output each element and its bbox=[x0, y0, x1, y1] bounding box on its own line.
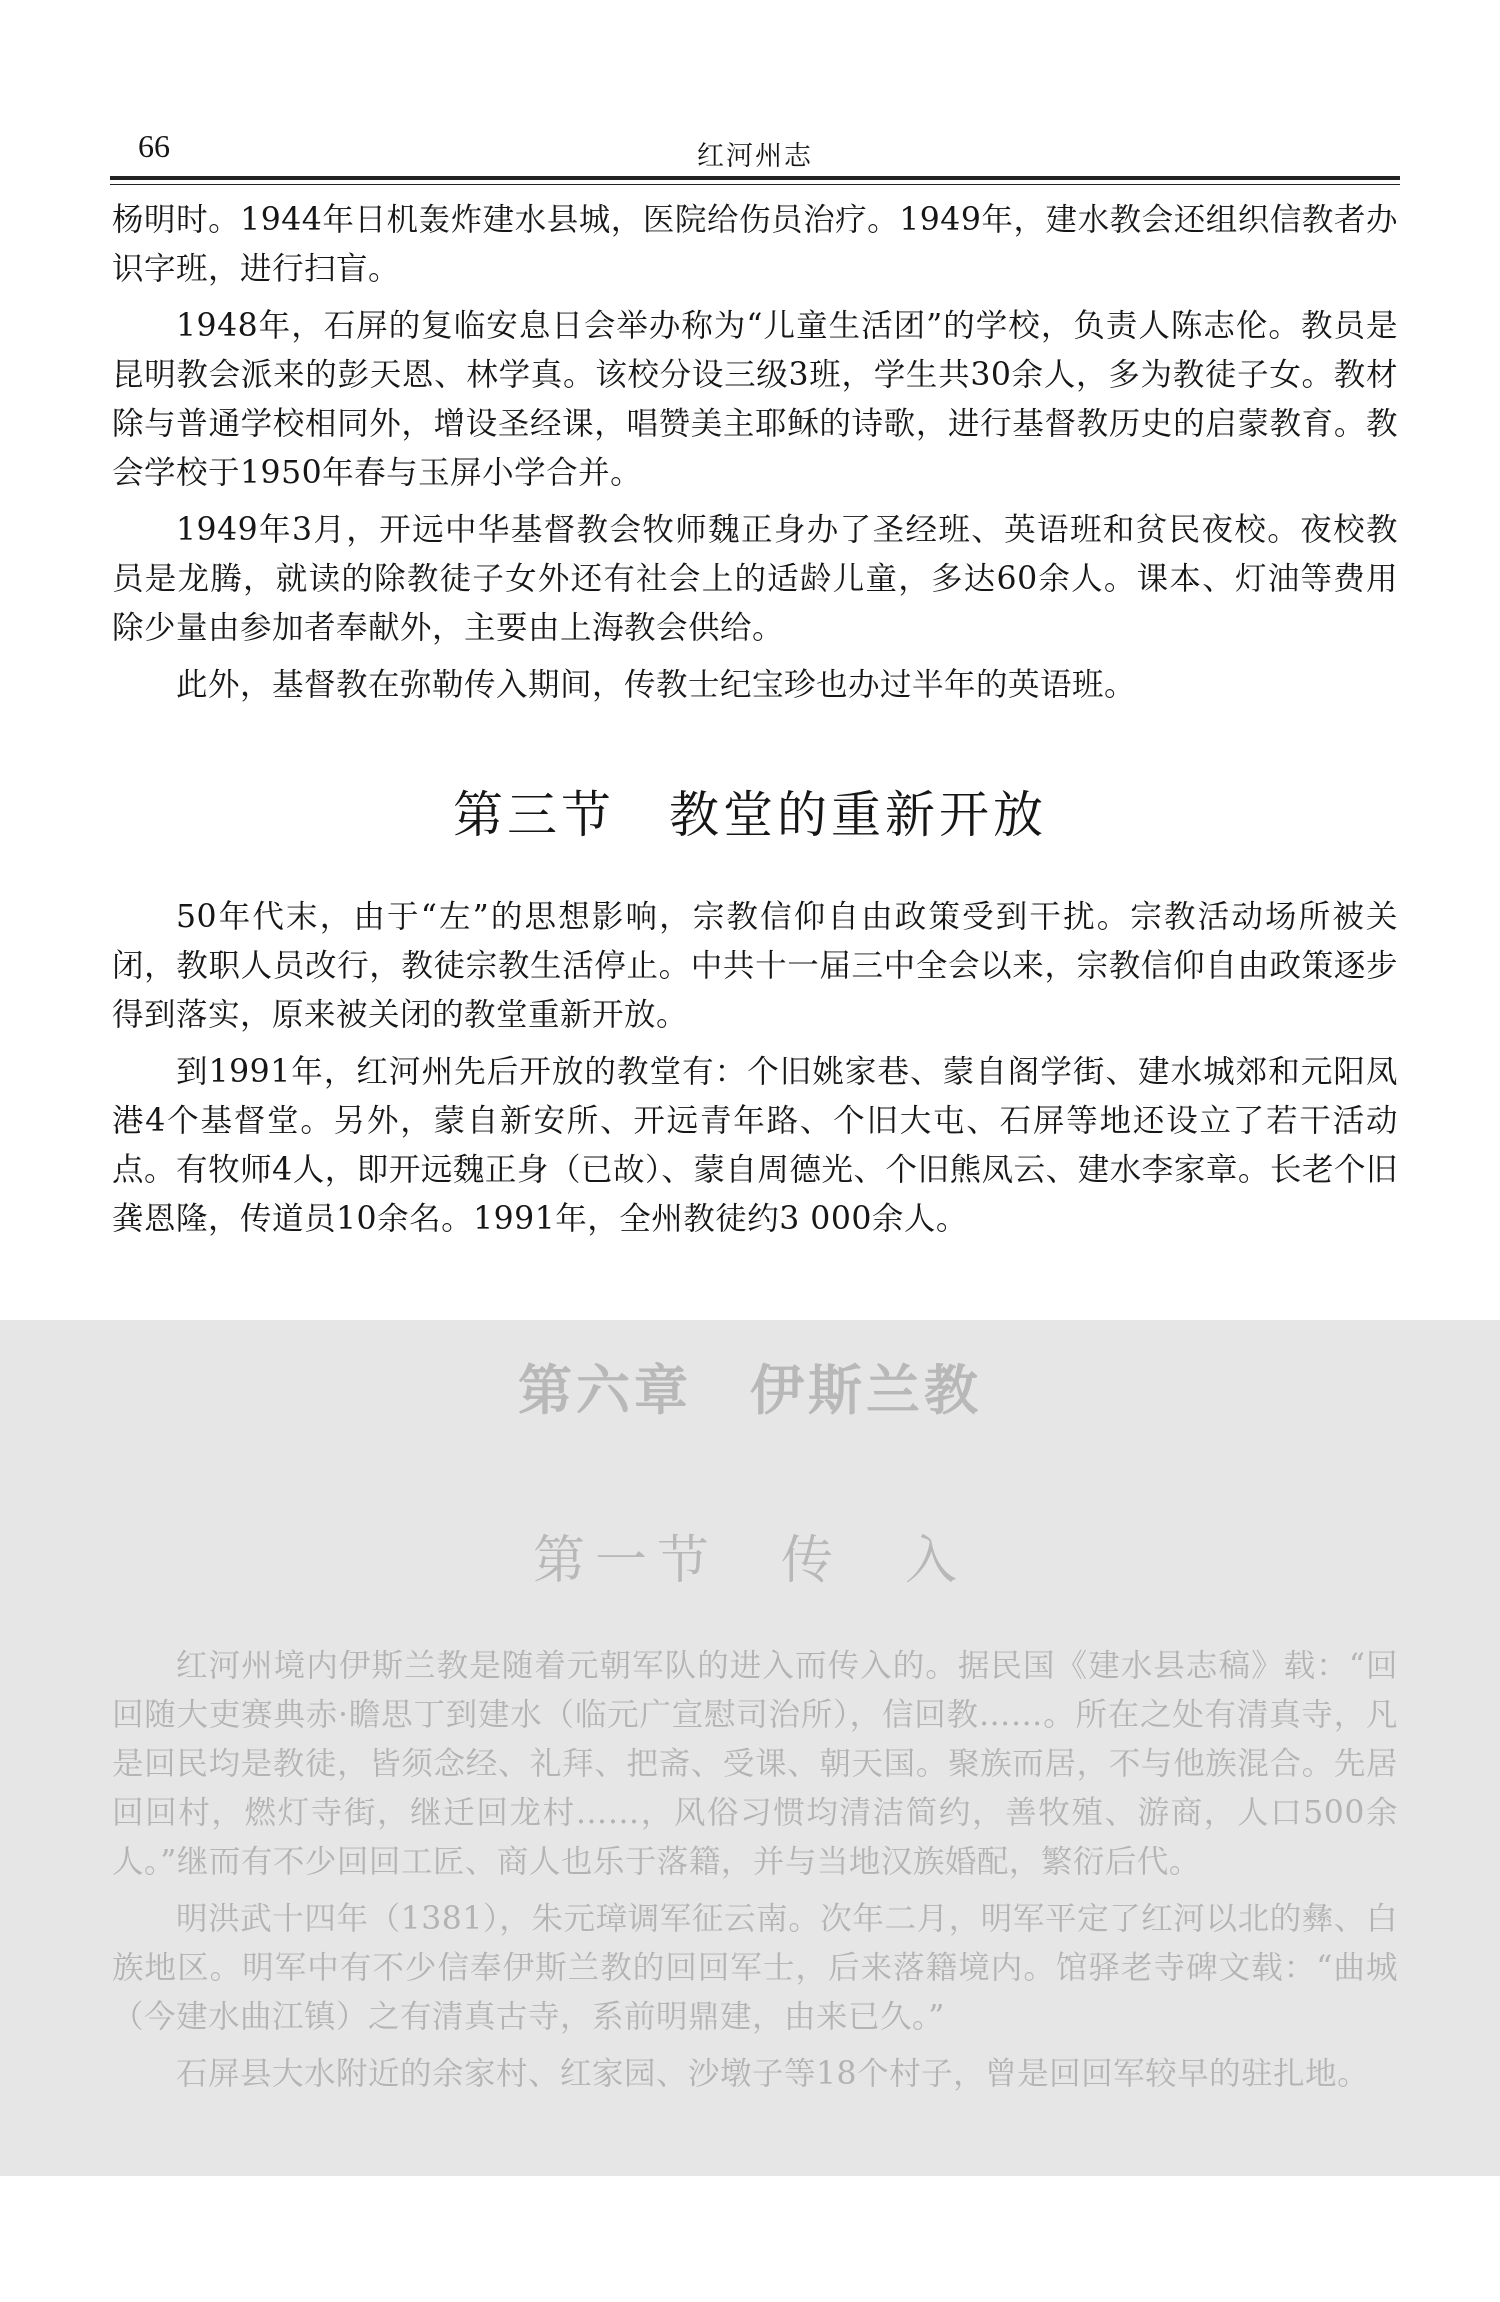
paragraph: 明洪武十四年（1381），朱元璋调军征云南。次年二月，明军平定了红河以北的彝、白族地区。明军中有不少信奉伊斯兰教的回回军士，后来落籍境内。馆驿老寺碑文载：“曲城（今建水曲江镇）之有清真古寺，系前明鼎建，由来已久。” bbox=[112, 1901, 1398, 2035]
header-rule-thick bbox=[110, 176, 1400, 180]
header-rule-thin bbox=[110, 184, 1400, 185]
section-title: 第三节 教堂的重新开放 bbox=[453, 786, 1047, 844]
top-text-block bbox=[112, 196, 1398, 718]
chapter-title: 第六章 伊斯兰教 bbox=[518, 1358, 982, 1422]
paragraph: 1948年，石屏的复临安息日会举办称为“儿童生活团”的学校，负责人陈志伦。教员是昆明教会派来的彭天恩、林学真。该校分设三级3班，学生共30余人，多为教徒子女。教材除与普通学校相同外，增设圣经课，唱赞美主耶稣的诗歌，进行基督教历史的启蒙教育。教会学校于1950年春与玉屏小学合并。 bbox=[112, 308, 1398, 491]
section-text-block bbox=[112, 893, 1398, 1252]
page-header bbox=[110, 118, 1400, 178]
paragraph: 1949年3月，开远中华基督教会牧师魏正身办了圣经班、英语班和贫民夜校。夜校教员是龙腾，就读的除教徒子女外还有社会上的适龄儿童，多达60余人。课本、灯油等费用除少量由参加者奉献外，主要由上海教会供给。 bbox=[112, 512, 1398, 646]
chapter-section-title: 第一节 传 入 bbox=[532, 1531, 967, 1591]
paragraph: 石屏县大水附近的余家村、红家园、沙墩子等18个村子，曾是回回军较早的驻扎地。 bbox=[176, 2056, 1370, 2092]
paragraph: 50年代末，由于“左”的思想影响，宗教信仰自由政策受到干扰。宗教活动场所被关闭，教职人员改行，教徒宗教生活停止。中共十一届三中全会以来，宗教信仰自由政策逐步得到落实，原来被关闭的教堂重新开放。 bbox=[112, 899, 1398, 1033]
paragraph: 杨明时。1944年日机轰炸建水县城，医院给伤员治疗。1949年，建水教会还组织信教者办识字班，进行扫盲。 bbox=[112, 202, 1398, 287]
page-number: 66 bbox=[138, 128, 170, 164]
paragraph: 到1991年，红河州先后开放的教堂有：个旧姚家巷、蒙自阁学街、建水城郊和元阳凤港4个基督堂。另外，蒙自新安所、开远青年路、个旧大屯、石屏等地还设立了若干活动点。有牧师4人，即开远魏正身（已故）、蒙自周德光、个旧熊凤云、建水李家章。长老个旧龚恩隆，传道员10余名。1991年，全州教徒约3 000余人。 bbox=[112, 1054, 1398, 1237]
chapter-text-block bbox=[112, 1642, 1398, 2107]
paragraph: 红河州境内伊斯兰教是随着元朝军队的进入而传入的。据民国《建水县志稿》载：“回回随大吏赛典赤·瞻思丁到建水（临元广宣慰司治所），信回教……。所在之处有清真寺，凡是回民均是教徒，皆须念经、礼拜、把斋、受课、朝天国。聚族而居，不与他族混合。先居回回村，燃灯寺街，继迁回龙村……，风俗习惯均清洁简约，善牧殖、游商，人口500余人。”继而有不少回回工匠、商人也乐于落籍，并与当地汉族婚配，繁衍后代。 bbox=[112, 1648, 1398, 1880]
paragraph: 此外，基督教在弥勒传入期间，传教士纪宝珍也办过半年的英语班。 bbox=[176, 667, 1137, 703]
running-title: 红河州志 bbox=[697, 141, 813, 172]
